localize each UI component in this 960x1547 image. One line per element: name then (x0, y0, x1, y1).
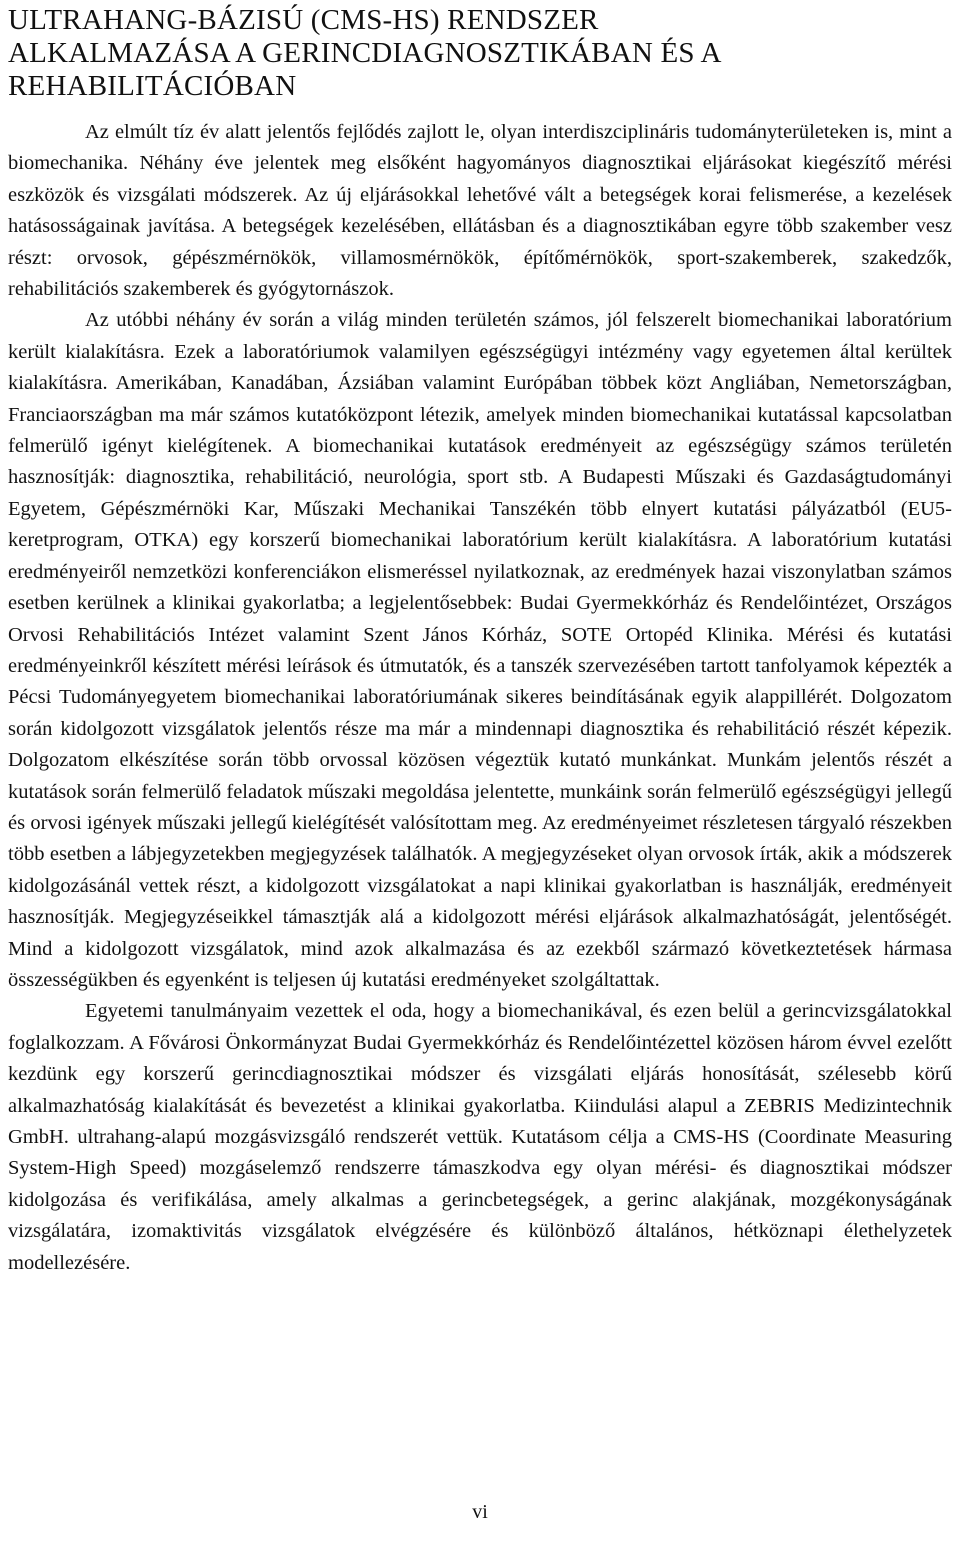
paragraph-laboratories: Az utóbbi néhány év során a világ minden területén számos, jól felszerelt biomechanikai laboratórium került kialakításra. Ezek a laboratóriumok valamilyen egészségügyi intézmény vagy egyetemen által kerültek kialakításra. Amerikában, Kanadában, Ázsiában valamint Európában többek közt Angliában, Nemetországban, Franciaországban ma már számos kutatóközpont létezik, amelyek minden biomechanikai kutatással kapcsolatban felmerülő igényt kielégítenek. A biomechanikai kutatások eredményeit az egészségügy számos területén hasznosítják: diagnosztika, rehabilitáció, neurológia, sport stb. A Budapesti Műszaki és Gazdaságtudományi Egyetem, Gépészmérnöki Kar, Műszaki Mechanikai Tanszékén több elnyert kutatási pályázatból (EU5-keretprogram, OTKA) egy korszerű biomechanikai laboratórium került kialakításra. A laboratórium kutatási eredményeiről nemzetközi konferenciákon elismeréssel nyilatkoznak, az eredmények hazai viszonylatban számos esetben kerülnek a klinikai gyakorlatba; a legjelentősebbek: Budai Gyermekkórház és Rendelőintézet, Országos Orvosi Rehabilitációs Intézet valamint Szent János Kórház, SOTE Ortopéd Klinika. Mérési és kutatási eredményeinkről készített mérési leírások és útmutatók, és a tanszék szervezésében tartott tanfolyamok képezték a Pécsi Tudományegyetem biomechanikai laboratóriumának sikeres beindításának egyik alappillérét. Dolgozatom során kidolgozott vizsgálatok jelentős része ma már a mindennapi diagnosztika és rehabilitáció részét képezik. Dolgozatom elkészítése során több orvossal közösen végeztük kutató munkánkat. Munkám jelentős részét a kutatások során felmerülő feladatok műszaki megoldása jelentette, munkáink során felmerülő egészségügyi jellegű és orvosi igények műszaki jellegű kielégítését valósítottam meg. Az eredményeimet részletesen tárgyaló részekben több esetben a lábjegyzetekben megjegyzések találhatók. A megjegyzéseket olyan orvosok írták, akik a módszerek kidolgozásánál vettek részt, a kidolgozott vizsgálatokat a napi klinikai gyakorlatban is használják, eredményeit hasznosítják. Megjegyzéseikkel támasztják alá a kidolgozott mérési eljárások alkalmazhatóságát, jelentőségét. Mind a kidolgozott vizsgálatok, mind azok alkalmazása és az ezekből származó következtetések hármasa összességükben és egyenként is teljesen új kutatási eredményeket szolgáltattak. (8, 309, 952, 991)
paragraph-introduction: Az elmúlt tíz év alatt jelentős fejlődés zajlott le, olyan interdiszciplináris tudományterületeken is, mint a biomechanika. Néhány éve jelentek meg elsőként hagyományos diagnosztikai eljárásokat kiegészítő mérési eszközök és vizsgálati módszerek. Az új eljárásokkal lehetővé vált a betegségek korai felismerése, a kezelések hatásosságainak javítása. A betegségek kezelésében, ellátásban és a diagnosztikában egyre több szakember vesz részt: orvosok, gépészmérnökök, villamosmérnökök, építőmérnökök, sport-szakemberek, szakedzők, rehabilitációs szakemberek és gyógytornászok. (8, 121, 952, 301)
title-line-3: REHABILITÁCIÓBAN (8, 70, 297, 102)
paragraph-research-goal: Egyetemi tanulmányaim vezettek el oda, hogy a biomechanikával, és ezen belül a gerincvizsgálatokkal foglalkozzam. A Fővárosi Önkormányzat Budai Gyermekkórház és Rendelőintézettel közösen három évvel ezelőtt kezdünk egy korszerű gerincdiagnosztikai módszer és vizsgálati eljárás honosítását, szélesebb körű alkalmazhatóság kialakítását és bevezetést a klinikai gyakorlatba. Kiindulási alapul a ZEBRIS Medizintechnik GmbH. ultrahang-alapú mozgásvizsgáló rendszerét vettük. Kutatásom célja a CMS-HS (Coordinate Measuring System-High Speed) mozgáselemző rendszerre támaszkodva egy olyan mérési- és diagnosztikai módszer kidolgozása és verifikálása, amely alkalmas a gerincbetegségek, a gerinc alakjának, mozgékonyságának vizsgálatára, izomaktivitás vizsgálatok elvégzésére és különböző általános, hétköznapi élethelyzetek modellezésére. (8, 1000, 952, 1274)
document-page (8, 4, 952, 1279)
page-number: vi (472, 1501, 488, 1523)
document-title (8, 4, 952, 103)
title-line-2: ALKALMAZÁSA A GERINCDIAGNOSZTIKÁBAN ÉS A (8, 37, 722, 69)
title-line-1: ULTRAHANG-BÁZISÚ (CMS-HS) RENDSZER (8, 4, 599, 36)
